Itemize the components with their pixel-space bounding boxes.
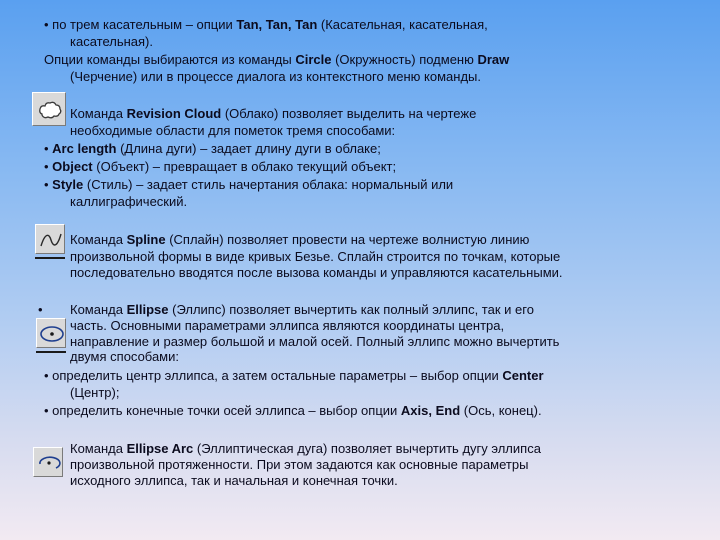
spline-icon (35, 224, 65, 254)
intro-line-1: • по трем касательным – опции Tan, Tan, Tan (Касательная, касательная, (44, 17, 488, 32)
ellipse-arc-line-1: Команда Ellipse Arc (Эллиптическая дуга) позволяет вычертить дугу эллипса (70, 441, 541, 456)
intro-line-2: касательная). (70, 34, 154, 49)
ellipse-line-4: двумя способами: (70, 349, 179, 364)
ellipse-icon-underline (36, 351, 66, 353)
ellipse-line-1: Команда Ellipse (Эллипс) позволяет вычертить как полный эллипс, так и его (70, 302, 534, 317)
revision-cloud-line-2: необходимые области для пометок тремя способами: (70, 123, 396, 138)
ellipse-line-6: (Центр); (70, 385, 120, 400)
ellipse-arc-line-2: произвольной протяженности. При этом задаются как основные параметры (70, 457, 529, 472)
intro-line-4: (Черчение) или в процессе диалога из контекстного меню команды. (70, 69, 481, 84)
ellipse-option-axis-end: • определить конечные точки осей эллипса – выбор опции Axis, End (Ось, конец). (44, 403, 542, 418)
ellipse-bullet: • (38, 302, 43, 317)
spline-line-2: произвольной формы в виде кривых Безье. Сплайн строится по точкам, которые (70, 249, 561, 264)
ellipse-icon (36, 318, 66, 348)
revision-cloud-option-object: • Object (Объект) – превращает в облако текущий объект; (44, 159, 397, 174)
ellipse-line-2: часть. Основными параметрами эллипса являются координаты центра, (70, 318, 505, 333)
spline-line-1: Команда Spline (Сплайн) позволяет провести на чертеже волнистую линию (70, 232, 530, 247)
ellipse-option-center: • определить центр эллипса, а затем остальные параметры – выбор опции Center (44, 368, 544, 383)
ellipse-line-3: направление и размер большой и малой осей. Полный эллипс можно вычертить (70, 334, 560, 349)
revision-cloud-line-6: каллиграфический. (70, 194, 188, 209)
revision-cloud-option-arc-length: • Arc length (Длина дуги) – задает длину дуги в облаке; (44, 141, 381, 156)
revision-cloud-line-1: Команда Revision Cloud (Облако) позволяет выделить на чертеже (70, 106, 477, 121)
revision-cloud-option-style: • Style (Стиль) – задает стиль начертания облака: нормальный или (44, 177, 454, 192)
ellipse-arc-line-3: исходного эллипса, так и начальная и конечная точки. (70, 473, 398, 488)
ellipse-arc-icon (33, 447, 63, 477)
revision-cloud-icon (32, 92, 66, 126)
spline-icon-underline (35, 257, 65, 259)
spline-line-3: последовательно вводятся после вызова команды и управляются касательными. (70, 265, 563, 280)
intro-line-3: Опции команды выбираются из команды Circle (Окружность) подменю Draw (44, 52, 510, 67)
